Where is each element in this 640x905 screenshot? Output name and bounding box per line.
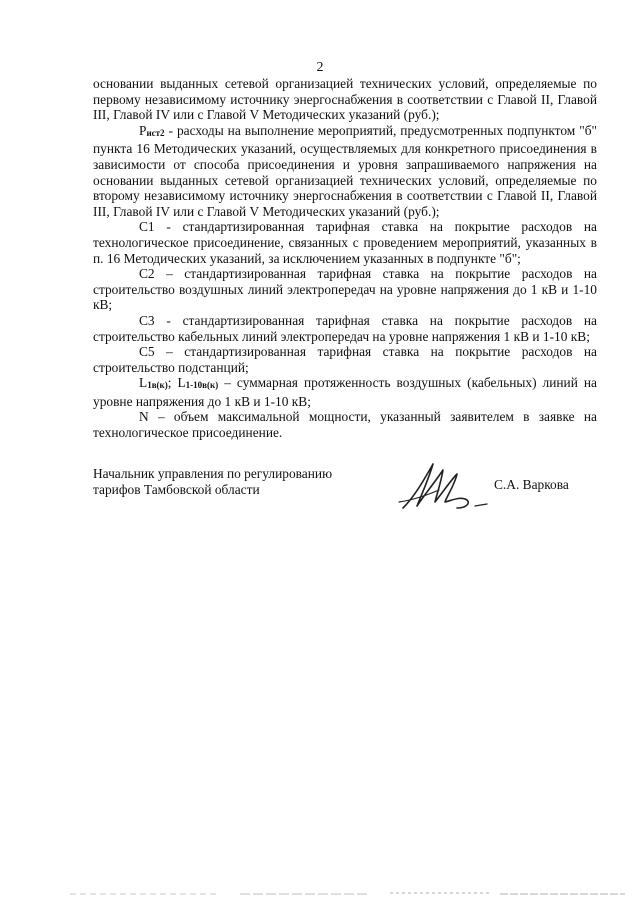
document-body xyxy=(93,76,597,441)
signatory-title xyxy=(93,466,383,497)
page-number: 2 xyxy=(316,60,324,75)
paragraph-1: основании выданных сетевой организацией технических условий, определяемые по первому независимому источнику энергоснабжения в соответствии с Главой II, Главой III, Главой IV или с Главой V Методических указаний (руб.); xyxy=(93,76,597,123)
footer-dash-line xyxy=(70,888,630,902)
symbol-l1: L xyxy=(139,375,148,391)
paragraph-c1: C1 - стандартизированная тарифная ставка на покрытие расходов на технологическое присоединение, связанных с проведением мероприятий, указанных в п. 16 Методических указаний, за исключением указанных в подпункте "б"; xyxy=(93,219,597,266)
paragraph-c2: C2 – стандартизированная тарифная ставка на покрытие расходов на строительство воздушных линий электропередач на уровне напряжения до 1 кВ и 1-10 кВ; xyxy=(93,266,597,313)
paragraph-lengths-text: – суммарная протяженность воздушных (кабельных) линий на уровне напряжения до 1 кВ и 1-10 кВ; xyxy=(93,375,597,409)
paragraph-lengths xyxy=(93,375,597,409)
handwritten-signature xyxy=(395,456,495,516)
paragraph-n: N – объем максимальной мощности, указанный заявителем в заявке на технологическое присоединение. xyxy=(93,409,597,441)
signatory-name: С.А. Варкова xyxy=(494,477,569,492)
symbol-l1-subscript: 1в(к) xyxy=(147,380,168,391)
paragraph-c5: C5 – стандартизированная тарифная ставка на покрытие расходов на строительство подстанций; xyxy=(93,344,597,375)
paragraph-pist2 xyxy=(93,123,597,220)
signatory-title-line-1: Начальник управления по регулированию xyxy=(93,466,333,481)
symbol-l2-subscript: 1-10в(к) xyxy=(185,380,219,391)
symbol-p-subscript: ист2 xyxy=(146,127,165,138)
signatory-title-line-2: тарифов Тамбовской области xyxy=(93,481,260,497)
paragraph-c3: C3 - стандартизированная тарифная ставка на покрытие расходов на строительство кабельных линий электропередач на уровне напряжения 1 кВ и 1-10 кВ; xyxy=(93,312,597,344)
symbol-l2: ; L xyxy=(167,375,186,391)
symbol-p: P xyxy=(139,122,147,138)
paragraph-pist2-text: - расходы на выполнение мероприятий, предусмотренных подпунктом "б" пункта 16 Методических указаний, осуществляемых для конкретного присоединения в зависимости от способа присоединения и уровня запрашиваемого напряжения на основании выданных сетевой организацией технических условий, определяемые по второму независимому источнику энергоснабжения в соответствии с Главой II, Главой III, Главой IV или с Главой V Методических указаний (руб.); xyxy=(93,122,597,219)
